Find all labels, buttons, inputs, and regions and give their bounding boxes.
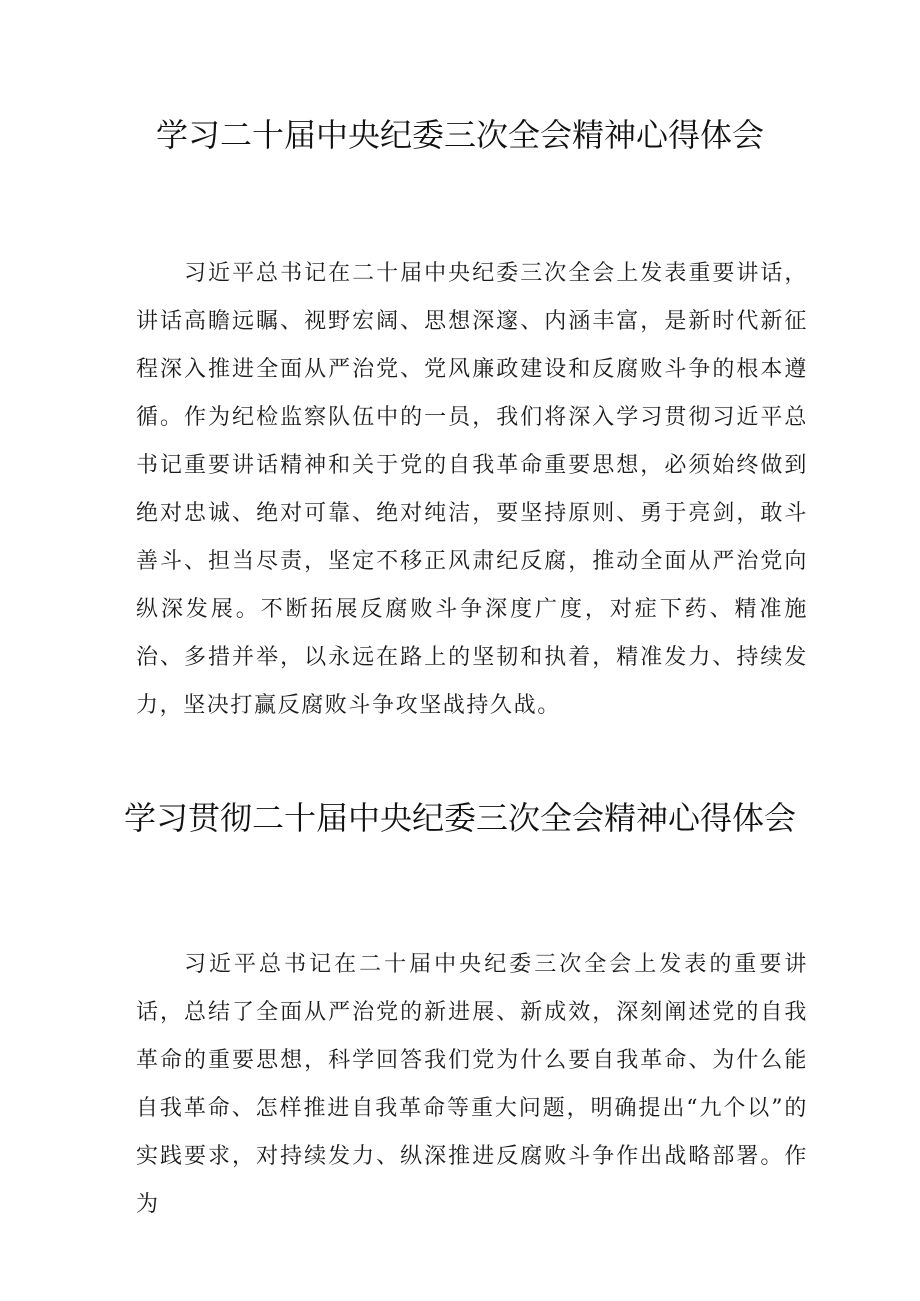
section-2-title: 学习贯彻二十届中央纪委三次全会精神心得体会 [123,799,796,837]
section-1-title: 学习二十届中央纪委三次全会精神心得体会 [155,116,764,154]
section-1-paragraph: 习近平总书记在二十届中央纪委三次全会上发表重要讲话，讲话高瞻远瞩、视野宏阔、思想深邃、内涵丰富，是新时代新征程深入推进全面从严治党、党风廉政建设和反腐败斗争的根本遵循。作为纪检监察队伍中的一员，我们将深入学习贯彻习近平总书记重要讲话精神和关于党的自我革命重要思想，必须始终做到绝对忠诚、绝对可靠、绝对纯洁，要坚持原则、勇于亮剑，敢斗善斗、担当尽责，坚定不移正风肃纪反腐，推动全面从严治党向纵深发展。不断拓展反腐败斗争深度广度，对症下药、精准施治、多措并举，以永远在路上的坚韧和执着，精准发力、持续发力，坚决打赢反腐败斗争攻坚战持久战。 [136,261,808,718]
section-2-paragraph: 习近平总书记在二十届中央纪委三次全会上发表的重要讲话，总结了全面从严治党的新进展、新成效，深刻阐述党的自我革命的重要思想，科学回答我们党为什么要自我革命、为什么能自我革命、怎样推进自我革命等重大问题，明确提出“九个以”的实践要求，对持续发力、纵深推进反腐败斗争作出战略部署。作为 [136,952,808,1217]
